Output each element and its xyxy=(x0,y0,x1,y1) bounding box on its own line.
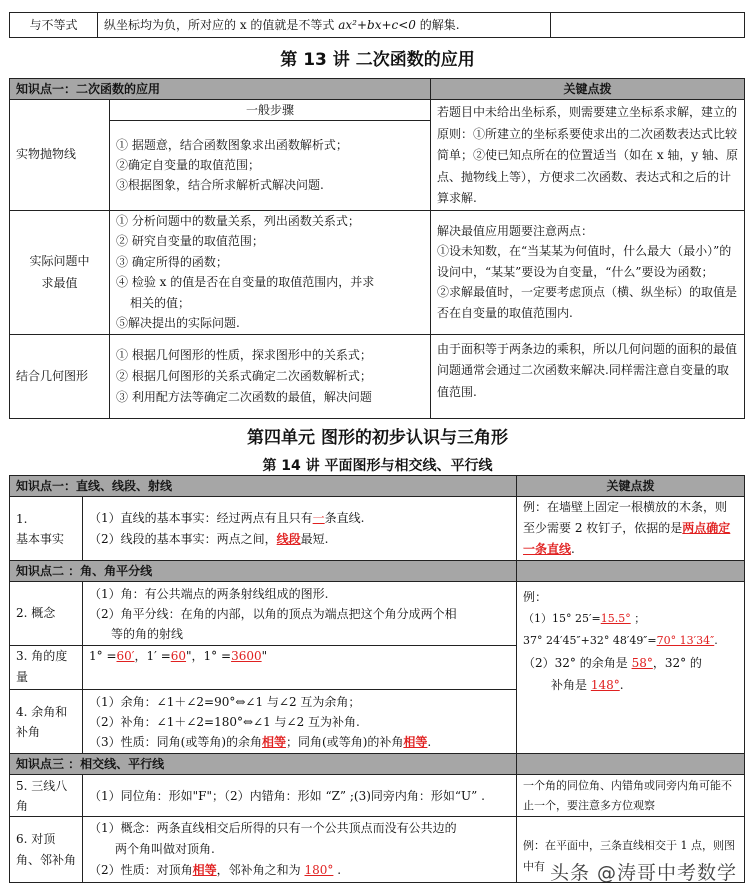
answer-highlight: 相等 xyxy=(192,863,217,877)
complement-cell xyxy=(83,690,517,754)
answer-highlight: 一 xyxy=(312,510,325,525)
basic-facts-cell xyxy=(83,497,517,561)
text: ； xyxy=(630,612,646,625)
rule-line xyxy=(89,860,510,881)
section-header: 知识点一：二次函数的应用 xyxy=(10,79,431,100)
step: ② 根据几何图形的关系式确定二次函数解析式； xyxy=(116,368,372,383)
text: " xyxy=(261,649,268,663)
text: 补角是 xyxy=(551,678,591,692)
text: 37° 24′45″+32° 48′49″= xyxy=(523,634,657,647)
concept-line: （1）角：有公共端点的两条射线组成的图形. xyxy=(89,586,329,601)
concept-line: （2）角平分线：在角的内部，以角的顶点为端点把这个角分成两个相 xyxy=(89,606,457,621)
row-label: 与不等式 xyxy=(10,13,98,38)
concept-line: 等的角的射线 xyxy=(111,626,184,641)
text: （1）15° 25′= xyxy=(523,612,601,625)
label-line: 求最值 xyxy=(41,276,78,290)
label-line: 1. xyxy=(16,511,28,526)
step: ③根据图象，结合所求解析式解决问题. xyxy=(116,177,324,192)
answer-highlight: 3600 xyxy=(231,649,262,663)
answer-highlight: 两点确定一条直线 xyxy=(523,521,731,556)
answer-highlight: 60 xyxy=(170,649,187,663)
text: 例：在墙壁上固定一根横放的木条，则至少需要 2 枚钉子，依据的是 xyxy=(523,500,728,535)
watermark: 头条 @涛哥中考数学 xyxy=(549,862,737,884)
answer-highlight: 148° xyxy=(590,678,620,692)
text: （1）直线的基本事实：经过两点有且只有 xyxy=(89,510,313,525)
answer-highlight: 15.5° xyxy=(600,612,631,625)
steps-header: 一般步骤 xyxy=(110,100,431,121)
answer-highlight: 60′ xyxy=(116,649,135,663)
text: . xyxy=(714,634,718,647)
row-label: 6. 对顶角、邻补角 xyxy=(10,817,83,883)
fact-line xyxy=(89,508,510,529)
step: ②确定自变量的取值范围； xyxy=(116,157,261,172)
tip-cell xyxy=(517,582,745,754)
unit-4-title: 第四单元 图形的初步认识与三角形 xyxy=(247,428,508,448)
tip-cell: 例：在平面中，三条直线相交于 1 点，则图中有 xyxy=(517,817,745,883)
text: ，32° 的 xyxy=(652,656,702,670)
row-label: 结合几何图形 xyxy=(10,334,110,418)
tip-line xyxy=(523,608,738,630)
rule-line: （1）余角：∠1＋∠2=90°⇔∠1 与∠2 互为余角； xyxy=(89,694,361,709)
lecture-13-table xyxy=(9,78,745,419)
fact-line xyxy=(89,529,510,550)
step: ① 根据几何图形的性质，探求图形中的关系式； xyxy=(116,347,372,362)
vertical-angles-cell xyxy=(83,817,517,883)
step: ① 据题意，结合函数图象求出函数解析式； xyxy=(116,137,348,152)
text: （3）性质：同角(或等角)的余角 xyxy=(89,734,262,749)
tip-line xyxy=(523,652,738,674)
rule-line: 两个角叫做对顶角. xyxy=(115,842,215,856)
tip-cell: 一个角的同位角、内错角或同旁内角可能不止一个，要注意多方位观察 xyxy=(517,775,745,817)
degree-cell xyxy=(83,646,517,690)
tip-cell: 由于面积等于两条边的乘积，所以几何问题的面积的最值问题通常会通过二次函数来解决.同样需注意自变量的取值范围. xyxy=(431,334,745,418)
tip-line xyxy=(523,674,738,696)
steps-cell xyxy=(110,334,431,418)
text: "，1° = xyxy=(186,649,232,663)
steps-cell xyxy=(110,210,431,334)
tip-line: 例： xyxy=(523,590,548,604)
tip-line: ①设未知数，在“当某某为何值时，什么最大（最小）”的设问中，“某某”要设为自变量，“什么”要设为函数； xyxy=(437,244,732,279)
lecture-14-title: 第 14 讲 平面图形与相交线、平行线 xyxy=(262,458,493,474)
text: 最短. xyxy=(300,531,329,546)
row-label: 3. 角的度量 xyxy=(10,646,83,690)
text: . xyxy=(571,542,575,556)
label-line: 实际问题中 xyxy=(29,254,90,268)
section-header: 知识点一：直线、线段、射线 xyxy=(10,476,517,497)
tip-cell: 若题目中未给出坐标系，则需要建立坐标系求解，建立的原则：①所建立的坐标系要使求出的二次函数表达式比较简单；②使已知点所在的位置适当（如在 x 轴，y 轴、原点、抛物线上等），方便求二次函数、表达式和之后的计算求解. xyxy=(431,100,745,211)
rule-line: （1）概念：两条直线相交后所得的只有一个公共顶点而没有公共边的 xyxy=(89,821,457,835)
row-label: 5. 三线八角 xyxy=(10,775,83,817)
rule-line: （2）补角：∠1＋∠2=180°⇔∠1 与∠2 互为补角. xyxy=(89,714,360,729)
header-blank xyxy=(517,561,745,582)
row-label xyxy=(10,210,110,334)
lecture-14-table xyxy=(9,475,745,883)
key-points-header: 关键点拨 xyxy=(517,476,745,497)
answer-highlight: 180° xyxy=(304,863,334,877)
step: ⑤解决提出的实际问题. xyxy=(116,316,240,330)
text: ，邻补角之和为 xyxy=(216,863,305,877)
answer-highlight: 线段 xyxy=(276,531,301,546)
concept-cell xyxy=(83,582,517,646)
text: . xyxy=(619,678,624,692)
answer-highlight: 70° 13′34″ xyxy=(656,634,715,647)
row-label: 实物抛物线 xyxy=(10,100,110,211)
answer-highlight: 相等 xyxy=(403,734,428,749)
text: ；同角(或等角)的补角 xyxy=(286,734,404,749)
empty-cell xyxy=(551,13,745,38)
text: 1° = xyxy=(89,649,117,663)
row-label xyxy=(10,497,83,561)
step: 相关的值； xyxy=(130,295,191,310)
header-blank xyxy=(517,754,745,775)
row-label: 4. 余角和补角 xyxy=(10,690,83,754)
tip-line: ②求解最值时，一定要考虑顶点（横、纵坐标）的取值是否在自变量的取值范围内. xyxy=(437,285,738,320)
text: . xyxy=(427,734,432,749)
rule-line xyxy=(89,732,510,752)
lecture-13-title: 第 13 讲 二次函数的应用 xyxy=(280,50,475,70)
text: . xyxy=(333,863,342,877)
inequality-table xyxy=(9,12,745,38)
inequality-content xyxy=(98,13,551,38)
steps-cell xyxy=(110,120,431,210)
tip-line xyxy=(523,630,738,652)
content-text: 纵坐标均为负，所对应的 x 的值就是不等式 xyxy=(104,17,339,32)
answer-highlight: 58° xyxy=(631,656,653,670)
step: ④ 检验 x 的值是否在自变量的取值范围内，并求 xyxy=(116,275,375,289)
key-points-header: 关键点拨 xyxy=(431,79,745,100)
step: ① 分析问题中的数量关系，列出函数关系式； xyxy=(116,213,360,228)
section-header: 知识点三 ：相交线、平行线 xyxy=(10,754,517,775)
formula: ax²+bx+c<0 xyxy=(338,17,416,32)
text: （2）32° 的余角是 xyxy=(523,656,632,670)
text: （2）线段的基本事实：两点之间， xyxy=(89,531,277,546)
answer-highlight: 相等 xyxy=(262,734,287,749)
step: ② 研究自变量的取值范围； xyxy=(116,234,264,248)
text: 条直线. xyxy=(324,510,365,525)
text: （2）性质：对顶角 xyxy=(89,863,193,877)
row-label: 2. 概念 xyxy=(10,582,83,646)
text: ，1′ = xyxy=(134,649,171,663)
tip-line: 解决最值应用题要注意两点： xyxy=(437,223,594,238)
label-line: 基本事实 xyxy=(16,531,65,546)
tip-cell xyxy=(431,210,745,334)
angles-cell: （1）同位角：形如"F"；（2）内错角：形如 “Z” ;(3)同旁内角：形如“U” . xyxy=(83,775,517,817)
tip-cell xyxy=(517,497,745,561)
step: ③ 确定所得的函数； xyxy=(116,254,228,269)
content-text: 的解集. xyxy=(415,17,460,32)
step: ③ 利用配方法等确定二次函数的最值，解决问题 xyxy=(116,389,372,404)
section-header: 知识点二 ：角、角平分线 xyxy=(10,561,517,582)
